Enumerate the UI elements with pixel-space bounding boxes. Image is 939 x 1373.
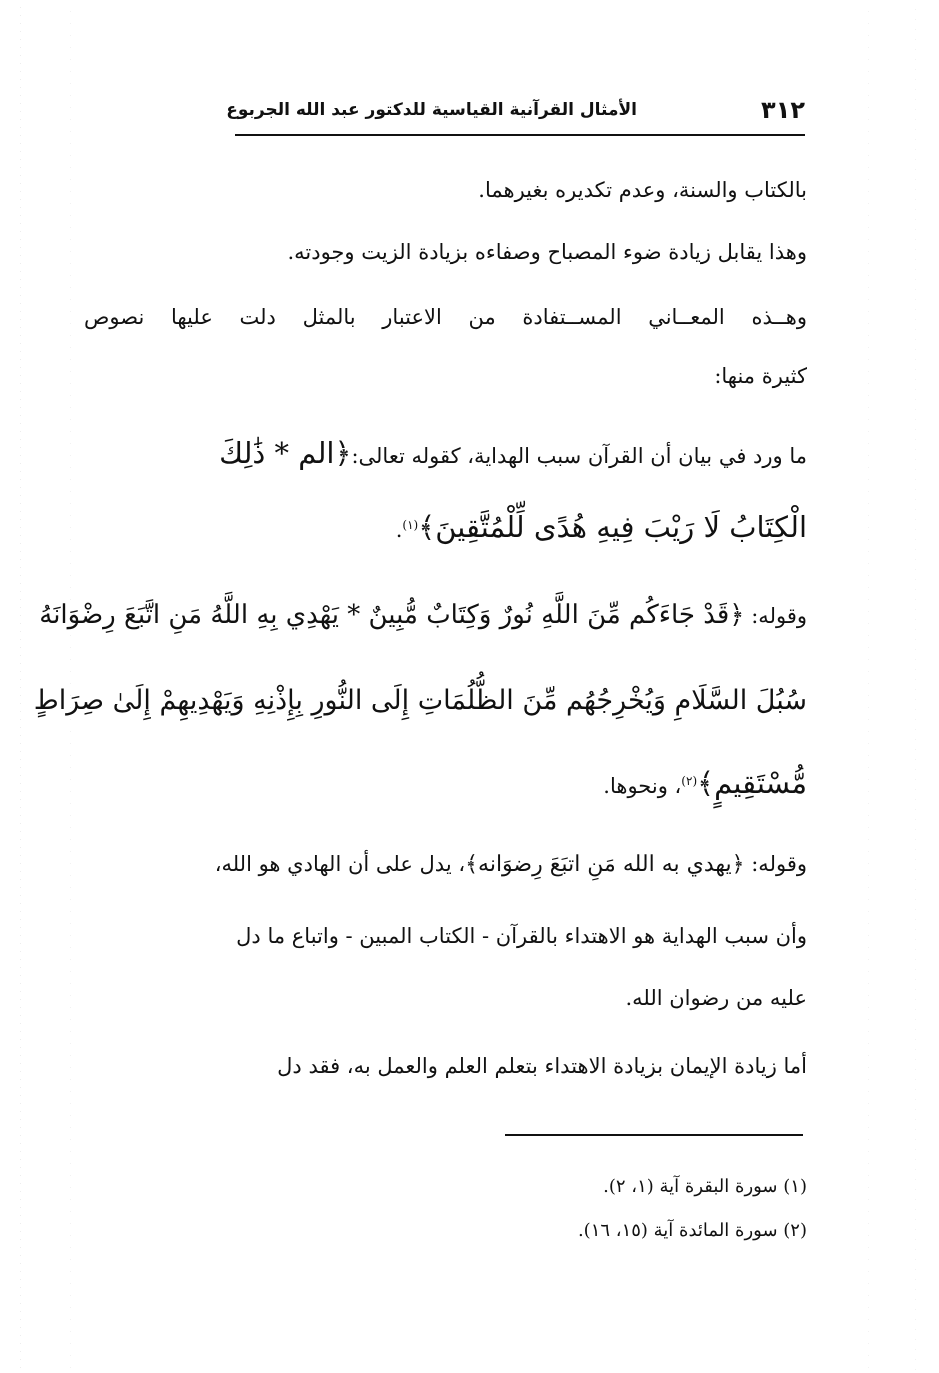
footnote-2-text: سورة المائدة آية (١٥، ١٦).: [577, 1220, 778, 1241]
quran-quote-yahdi: ﴿يهدي به الله مَنِ اتبَعَ رِضوَانه﴾: [465, 852, 745, 877]
quran-verse-maidah-end: مُّسْتَقِيمٍ﴾: [697, 766, 807, 800]
text-line-12: عليه من رضوان الله.: [625, 986, 807, 1010]
footnote-ref-1: (١): [402, 518, 419, 532]
text-line-10-prose: وقوله:: [751, 852, 807, 876]
quran-verse-maidah-middle: سُبُلَ السَّلَامِ وَيُخْرِجُهُم مِّنَ الظُّلُمَاتِ إِلَى النُّورِ بِإِذْنِهِ وَيَهْدِيهِمْ إِلَىٰ صِرَاطٍ: [33, 685, 807, 716]
quran-verse-baqarah-start: ﴿الم * ذَٰلِكَ: [219, 436, 352, 470]
text-line-7-prose: وقوله:: [751, 604, 807, 628]
footnote-2: [578, 1220, 807, 1241]
text-line-3: وهــذه المعــاني المســتفادة من الاعتبار بالمثل دلت عليها نصوص: [84, 305, 807, 329]
text-line-4: كثيرة منها:: [714, 364, 807, 388]
footnote-1: [603, 1176, 807, 1197]
text-line-7: [39, 600, 807, 630]
footnote-1-number: (١): [783, 1176, 807, 1197]
footnote-ref-2: (٢): [681, 774, 698, 788]
quran-verse-maidah-start: ﴿قَدْ جَاءَكُم مِّنَ اللَّهِ نُورٌ وَكِتَابٌ مُّبِينٌ * يَهْدِي بِهِ اللَّهُ مَنِ اتَّبَعَ رِضْوَانَهُ: [39, 600, 745, 630]
page-header: [226, 96, 805, 136]
text-line-1: بالكتاب والسنة، وعدم تكديره بغيرهما.: [478, 178, 807, 202]
text-line-13: أما زيادة الإيمان بزيادة الاهتداء بتعلم العلم والعمل به، فقد دل: [277, 1054, 807, 1078]
text-line-5-prose: ما ورد في بيان أن القرآن سبب الهداية، كقوله تعالى:: [351, 444, 807, 468]
quran-verse-baqarah-end: الْكِتَابُ لَا رَيْبَ فِيهِ هُدًى لِّلْمُتَّقِينَ﴾: [418, 510, 807, 544]
text-line-10-rest: ، يدل على أن الهادي هو الله،: [214, 852, 466, 876]
text-line-5: [219, 436, 807, 470]
running-title: الأمثال القرآنية القياسية للدكتور عبد الله الجربوع: [226, 100, 637, 120]
text-line-11: وأن سبب الهداية هو الاهتداء بالقرآن - الكتاب المبين - واتباع ما دل: [236, 924, 807, 948]
page-number: ٣١٢: [761, 96, 805, 124]
text-line-2: وهذا يقابل زيادة ضوء المصباح وصفاءه بزيادة الزيت وجودته.: [287, 240, 807, 264]
header-rule: [235, 134, 805, 136]
text-line-10: [215, 852, 807, 877]
text-line-6: [396, 510, 807, 544]
footnote-rule: [505, 1134, 803, 1136]
text-line-9: [603, 766, 807, 800]
text-line-9-prose: ، ونحوها.: [603, 774, 682, 798]
footnote-1-text: سورة البقرة آية (١، ٢).: [603, 1176, 778, 1197]
footnote-2-number: (٢): [783, 1220, 807, 1241]
text-line-8: [34, 685, 807, 716]
text-line-6-period: .: [395, 518, 403, 542]
